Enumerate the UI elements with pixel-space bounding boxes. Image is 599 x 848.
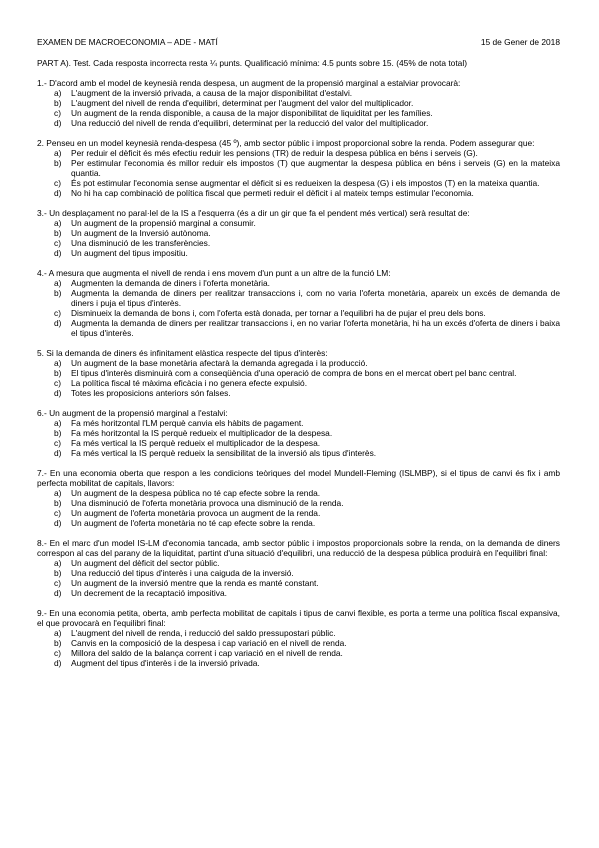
option-letter: c) xyxy=(54,647,61,658)
answer-option xyxy=(37,658,560,668)
option-text: Millora del saldo de la balança corrent i cap variació en el nivell de renda. xyxy=(71,647,343,658)
option-text: Un augment de la despesa pública no té cap efecte sobre la renda. xyxy=(71,487,321,498)
option-letter: d) xyxy=(54,448,62,459)
answer-option xyxy=(37,308,560,318)
option-letter: c) xyxy=(54,308,61,319)
question-stem: 6.- Un augment de la propensió marginal a l'estalvi: xyxy=(37,407,228,418)
question-1 xyxy=(37,78,560,128)
option-letter: d) xyxy=(54,658,62,669)
option-text: Disminueix la demanda de bons i, com l'oferta està donada, per tornar a l'equilibri ha de pujar el preu dels bons. xyxy=(71,308,486,319)
answer-options xyxy=(37,558,560,598)
option-letter: a) xyxy=(54,277,62,288)
answer-option xyxy=(37,378,560,388)
answer-option xyxy=(37,578,560,588)
option-letter: c) xyxy=(54,438,61,449)
question-3 xyxy=(37,208,560,258)
option-letter: b) xyxy=(54,497,62,508)
answer-option xyxy=(37,88,560,98)
answer-option xyxy=(37,388,560,398)
option-letter: a) xyxy=(54,358,62,369)
option-letter: a) xyxy=(54,218,62,229)
option-text: No hi ha cap combinació de política fiscal que permeti reduir el dèficit i al mateix temps estimular l'economia. xyxy=(71,188,474,199)
option-text: L'augment de la inversió privada, a causa de la major disponibilitat d'estalvi. xyxy=(71,88,353,99)
answer-options xyxy=(37,358,560,398)
option-letter: b) xyxy=(54,368,62,379)
answer-option xyxy=(37,218,560,228)
option-text: La política fiscal té màxima eficàcia i no genera efecte expulsió. xyxy=(71,378,308,389)
option-letter: d) xyxy=(54,248,62,259)
option-text: Un augment de l'oferta monetària provoca un augment de la renda. xyxy=(71,508,321,519)
option-text: Una disminució de les transferències. xyxy=(71,238,211,249)
question-5 xyxy=(37,348,560,398)
exam-date: 15 de Gener de 2018 xyxy=(480,37,560,47)
answer-option xyxy=(37,148,560,158)
option-text: Un augment de la renda disponible, a causa de la major disponibilitat de liquiditat per les famílies. xyxy=(71,108,433,119)
answer-option xyxy=(37,558,560,568)
answer-options xyxy=(37,488,560,528)
exam-header xyxy=(37,37,560,47)
option-letter: b) xyxy=(54,98,62,109)
answer-option xyxy=(37,288,560,308)
question-stem: 2. Penseu en un model keynesià renda-despesa (45 º), amb sector públic i impost proporcional sobre la renda. Podem assegurar que: xyxy=(37,138,535,149)
answer-options xyxy=(37,278,560,338)
option-text: Totes les proposicions anteriors són falses. xyxy=(71,388,231,399)
option-letter: a) xyxy=(54,88,62,99)
question-stem: 1.- D'acord amb el model de keynesià renda despesa, un augment de la propensió marginal a estalviar provocarà: xyxy=(37,78,461,89)
answer-option xyxy=(37,518,560,528)
exam-instructions: PART A). Test. Cada resposta incorrecta resta ¼ punts. Qualificació mínima: 4.5 punts sobre 15. (45% de nota total) xyxy=(37,58,467,69)
answer-options xyxy=(37,218,560,258)
question-6 xyxy=(37,408,560,458)
answer-option xyxy=(37,648,560,658)
option-letter: d) xyxy=(54,188,62,199)
answer-option xyxy=(37,248,560,258)
option-text: Un augment de la Inversió autònoma. xyxy=(71,228,211,239)
option-text: Per estimular l'economia és millor reduir els impostos (T) que augmentar la despesa pública en béns i serveis (G) en la mateixa quantia. xyxy=(71,158,560,179)
option-letter: b) xyxy=(54,158,62,169)
option-letter: b) xyxy=(54,567,62,578)
question-7 xyxy=(37,468,560,528)
answer-option xyxy=(37,418,560,428)
question-2 xyxy=(37,138,560,198)
option-text: Una reducció del nivell de renda d'equilibri, determinat per la reducció del valor del multiplicador. xyxy=(71,118,429,129)
option-letter: a) xyxy=(54,627,62,638)
answer-option xyxy=(37,448,560,458)
option-text: Augment del tipus d'interès i de la inversió privada. xyxy=(71,658,260,669)
option-letter: b) xyxy=(54,228,62,239)
answer-option xyxy=(37,178,560,188)
option-text: Un augment de la propensió marginal a consumir. xyxy=(71,218,256,229)
answer-option xyxy=(37,98,560,108)
option-letter: d) xyxy=(54,588,62,599)
option-text: Fa més horitzontal la IS perquè redueix el multiplicador de la despesa. xyxy=(71,428,333,438)
answer-option xyxy=(37,488,560,498)
question-stem: 9.- En una economia petita, oberta, amb perfecta mobilitat de capitals i tipus de canvi flexible, es porta a terme una política fiscal expansiva, el que provocarà en l'equilibri final: xyxy=(37,607,560,628)
answer-option xyxy=(37,428,560,438)
option-letter: d) xyxy=(54,318,62,329)
option-letter: a) xyxy=(54,148,62,159)
option-text: Un augment del dèficit del sector públic. xyxy=(71,557,220,568)
exam-title: EXAMEN DE MACROECONOMIA – ADE - MATÍ xyxy=(37,37,218,47)
option-text: Un augment de la inversió mentre que la renda es manté constant. xyxy=(71,578,319,589)
option-text: Per reduir el dèficit és més efectiu reduir les pensions (TR) de reduir la despesa pública en béns i serveis (G). xyxy=(71,148,478,159)
answer-option xyxy=(37,508,560,518)
option-text: Un augment de l'oferta monetària no té cap efecte sobre la renda. xyxy=(71,518,316,529)
option-letter: a) xyxy=(54,417,62,428)
answer-option xyxy=(37,278,560,288)
answer-option xyxy=(37,318,560,338)
answer-option xyxy=(37,118,560,128)
option-letter: c) xyxy=(54,378,61,389)
question-stem: 5. Si la demanda de diners és infinitament elàstica respecte del tipus d'interès: xyxy=(37,347,328,358)
option-text: Fa més vertical la IS perquè redueix la sensibilitat de la inversió als tipus d'interès. xyxy=(71,448,377,459)
option-letter: c) xyxy=(54,108,61,119)
option-text: El tipus d'interès disminuirà com a conseqüència d'una operació de compra de bons en el mercat obert pel banc central. xyxy=(71,368,517,379)
option-letter: a) xyxy=(54,487,62,498)
option-letter: c) xyxy=(54,178,61,189)
answer-option xyxy=(37,238,560,248)
answer-options xyxy=(37,148,560,198)
question-list xyxy=(37,78,560,668)
answer-option xyxy=(37,498,560,508)
option-letter: d) xyxy=(54,388,62,399)
option-text: Un augment del tipus impositiu. xyxy=(71,248,188,259)
answer-option xyxy=(37,588,560,598)
option-letter: d) xyxy=(54,118,62,129)
option-letter: c) xyxy=(54,238,61,249)
question-4 xyxy=(37,268,560,339)
option-letter: a) xyxy=(54,557,62,568)
option-letter: d) xyxy=(54,518,62,529)
option-text: Augmenten la demanda de diners i l'oferta monetària. xyxy=(71,277,270,288)
option-text: Un decrement de la recaptació impositiva. xyxy=(71,588,227,599)
answer-option xyxy=(37,358,560,368)
option-letter: b) xyxy=(54,428,62,438)
option-text: Una disminució de l'oferta monetària provoca una disminució de la renda. xyxy=(71,497,344,508)
answer-option xyxy=(37,438,560,448)
question-stem: 4.- A mesura que augmenta el nivell de renda i ens movem d'un punt a un altre de la funció LM: xyxy=(37,267,391,278)
answer-option xyxy=(37,188,560,198)
option-text: Fa més vertical la IS perquè redueix el multiplicador de la despesa. xyxy=(71,438,321,449)
option-text: L'augment del nivell de renda, i reducció del saldo pressupostari públic. xyxy=(71,627,336,638)
answer-option xyxy=(37,628,560,638)
option-letter: b) xyxy=(54,637,62,648)
answer-option xyxy=(37,158,560,178)
option-text: Augmenta la demanda de diners per realitzar transaccions i, en no variar l'oferta monetària, hi ha un excés d'oferta de diners i baixa el tipus d'interès. xyxy=(71,318,560,339)
option-letter: b) xyxy=(54,288,62,299)
option-text: Fa més horitzontal l'LM perquè canvia els hàbits de pagament. xyxy=(71,417,304,428)
question-stem: 8.- En el marc d'un model IS-LM d'economia tancada, amb sector públic i impostos proporcionals sobre la renda, on la demanda de diners correspon al cas del parany de la liquiditat, partint d'una situació d'equilibri, una reducció de la despesa pública produirà en l'equilibri final: xyxy=(37,537,560,558)
answer-option xyxy=(37,228,560,238)
option-text: Una reducció del tipus d'interès i una caiguda de la inversió. xyxy=(71,567,294,578)
question-9 xyxy=(37,608,560,668)
option-text: Un augment de la base monetària afectarà la demanda agregada i la producció. xyxy=(71,358,368,369)
answer-option xyxy=(37,108,560,118)
option-text: Canvis en la composició de la despesa i cap variació en el nivell de renda. xyxy=(71,637,347,648)
answer-options xyxy=(37,418,560,458)
answer-option xyxy=(37,638,560,648)
question-stem: 7.- En una economia oberta que respon a les condicions teòriques del model Mundell-Fleming (ISLMBP), si el tipus de canvi és fix i amb perfecta mobilitat de capitals, llavors: xyxy=(37,467,560,488)
option-letter: c) xyxy=(54,578,61,589)
question-8 xyxy=(37,538,560,598)
question-stem: 3.- Un desplaçament no paral·lel de la IS a l'esquerra (és a dir un gir que fa el pendent més vertical) serà resultat de: xyxy=(37,208,470,219)
answer-options xyxy=(37,628,560,668)
option-letter: c) xyxy=(54,508,61,519)
option-text: Augmenta la demanda de diners per realitzar transaccions i, com no varia l'oferta monetària, apareix un excés de demanda de diners i puja el tipus d'interès. xyxy=(71,288,560,309)
answer-options xyxy=(37,88,560,128)
option-text: L'augment del nivell de renda d'equilibri, determinat per l'augment del valor del multiplicador. xyxy=(71,98,414,109)
option-text: És pot estimular l'economia sense augmentar el dèficit si es redueixen la despesa (G) i els impostos (T) en la mateixa quantia. xyxy=(71,178,540,189)
answer-option xyxy=(37,568,560,578)
exam-page xyxy=(37,37,560,668)
answer-option xyxy=(37,368,560,378)
